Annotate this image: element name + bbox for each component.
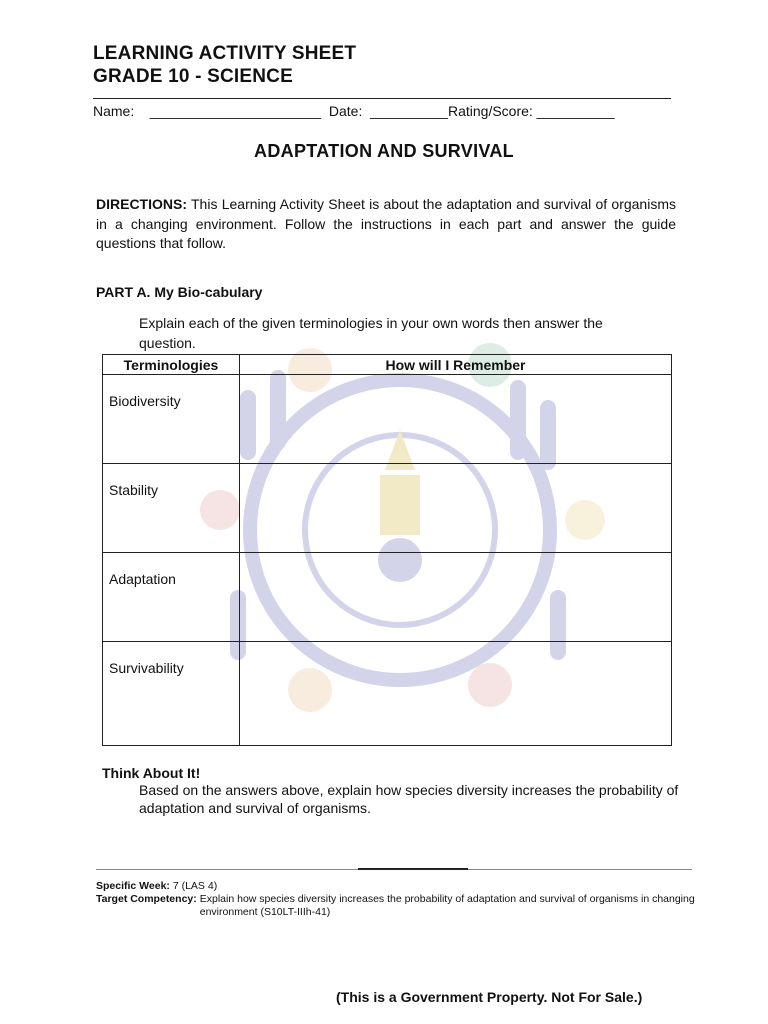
week-label: Specific Week: (96, 880, 170, 892)
directions-text: This Learning Activity Sheet is about the adaptation and survival of organisms in a changing environment. Follow the instructions in each part and answer the guide questions that follow. (96, 196, 676, 251)
target-competency (96, 893, 716, 919)
week-value: 7 (LAS 4) (169, 880, 218, 892)
column-header-terminologies: Terminologies (103, 355, 240, 375)
table-row (103, 464, 672, 553)
term-survivability: Survivability (103, 642, 240, 746)
part-a-instruction: Explain each of the given terminologies in your own words then answer the question. (139, 315, 603, 351)
header-divider (93, 98, 671, 99)
directions-label: DIRECTIONS: (96, 196, 187, 212)
table-header-row (103, 355, 672, 375)
term-biodiversity: Biodiversity (103, 375, 240, 464)
answer-cell[interactable] (240, 553, 672, 642)
competency-text: Explain how species diversity increases the probability of adaptation and survival of organisms in changing environment (S10LT-IIIh-41) (199, 893, 695, 918)
terminology-table (102, 354, 672, 746)
part-a-heading: PART A. My Bio-cabulary (96, 284, 263, 300)
column-header-how-remember: How will I Remember (240, 355, 672, 375)
table-row (103, 375, 672, 464)
think-about-it-text: Based on the answers above, explain how species diversity increases the probability of adaptation and survival of organisms. (139, 782, 679, 816)
directions-paragraph (96, 195, 676, 254)
table-row (103, 553, 672, 642)
topic-title: ADAPTATION AND SURVIVAL (254, 141, 514, 161)
specific-week (96, 880, 217, 893)
term-stability: Stability (103, 464, 240, 553)
competency-label: Target Competency: (96, 893, 197, 905)
term-adaptation: Adaptation (103, 553, 240, 642)
answer-cell[interactable] (240, 375, 672, 464)
name-date-score-line: Name: ______________________ Date: __________Rating/Score: __________ (93, 103, 615, 119)
sheet-title: LEARNING ACTIVITY SHEET (93, 43, 357, 64)
answer-cell[interactable] (240, 464, 672, 553)
think-about-it-heading: Think About It! (102, 765, 201, 781)
grade-subject: GRADE 10 - SCIENCE (93, 66, 293, 87)
answer-cell[interactable] (240, 642, 672, 746)
government-property-notice: (This is a Government Property. Not For Sale.) (336, 989, 643, 1005)
table-row (103, 642, 672, 746)
footer-divider-accent (358, 868, 468, 870)
